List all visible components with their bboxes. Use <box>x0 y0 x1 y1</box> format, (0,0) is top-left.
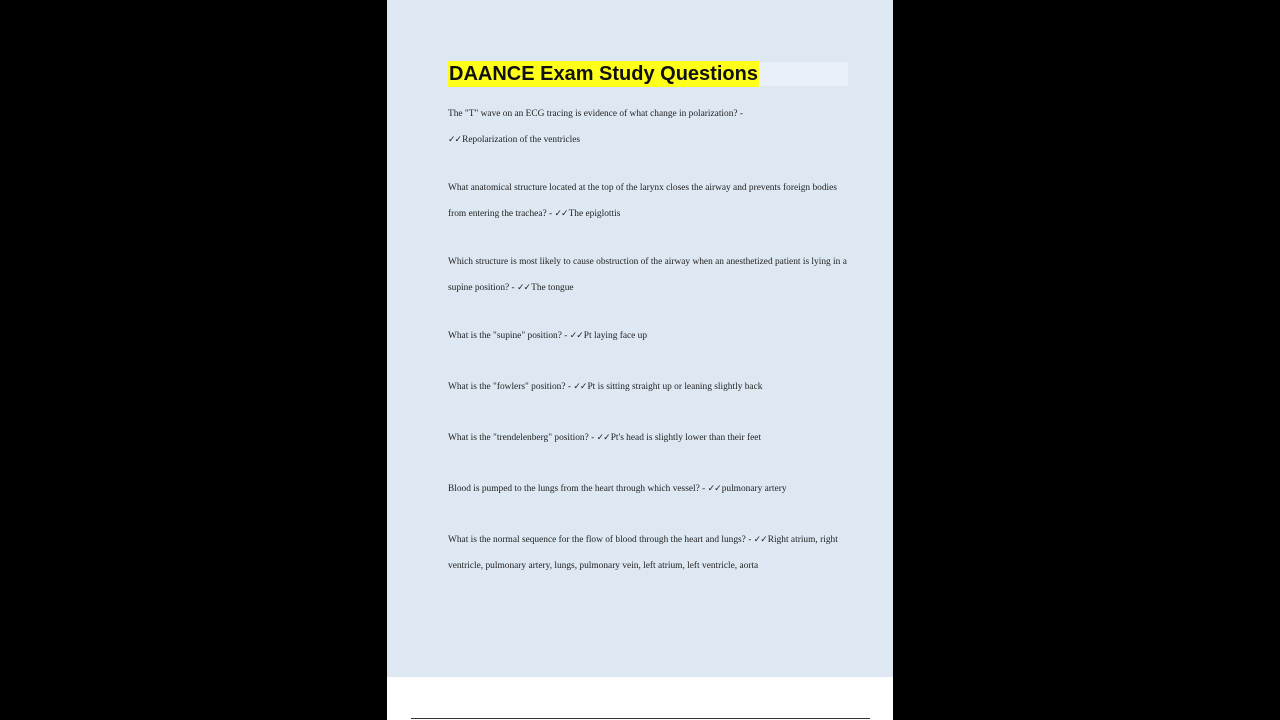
answer-text: Repolarization of the ventricles <box>462 134 581 145</box>
separator: - <box>561 331 570 341</box>
question-list <box>448 102 848 579</box>
double-check-icon: ✓✓ <box>596 433 610 443</box>
question-text: What anatomical structure located at the top of the larynx closes the airway and prevents foreign bodies from entering the trachea? <box>448 183 837 219</box>
double-check-icon: ✓✓ <box>554 208 568 219</box>
answer-text: Pt's head is slightly lower than their feet <box>610 433 762 443</box>
answer-text: The tongue <box>531 282 574 293</box>
double-check-icon: ✓✓ <box>448 134 462 145</box>
double-check-icon: ✓✓ <box>753 535 767 545</box>
question-text: The "T" wave on an ECG tracing is evidence of what change in polarization? <box>448 109 738 119</box>
separator: - <box>565 382 574 392</box>
qa-item <box>448 324 848 350</box>
answer-text: Pt is sitting straight up or leaning slightly back <box>587 382 763 392</box>
document-page <box>387 0 893 720</box>
separator: - <box>546 208 555 219</box>
double-check-icon: ✓✓ <box>707 484 721 494</box>
separator: - <box>699 484 708 494</box>
qa-item <box>448 102 848 153</box>
qa-item <box>448 176 848 227</box>
qa-item <box>448 426 848 452</box>
question-text: What is the "fowlers" position? <box>448 382 566 392</box>
double-check-icon: ✓✓ <box>573 382 587 392</box>
question-text: What is the "supine" position? <box>448 331 562 341</box>
question-text: What is the "trendelenberg" position? <box>448 433 589 443</box>
question-text: Which structure is most likely to cause obstruction of the airway when an anesthetized patient is lying in a supine position? <box>448 257 847 293</box>
answer-text: Pt laying face up <box>583 331 648 341</box>
double-check-icon: ✓✓ <box>569 331 583 341</box>
question-text: Blood is pumped to the lungs from the heart through which vessel? <box>448 484 700 494</box>
answer-text: pulmonary artery <box>721 484 787 494</box>
answer-text: Right atrium, right ventricle, pulmonary artery, lungs, pulmonary vein, left atrium, left ventricle, aorta <box>448 535 838 571</box>
question-text: What is the normal sequence for the flow of blood through the heart and lungs? <box>448 535 746 545</box>
qa-item <box>448 375 848 401</box>
separator: - <box>737 109 744 119</box>
separator: - <box>588 433 597 443</box>
qa-item <box>448 477 848 503</box>
document-title: DAANCE Exam Study Questions <box>449 63 758 85</box>
double-check-icon: ✓✓ <box>517 282 531 293</box>
qa-item <box>448 528 848 579</box>
qa-item <box>448 250 848 301</box>
page-bottom-rule <box>411 718 870 719</box>
separator: - <box>509 282 518 293</box>
answer-text: The epiglottis <box>568 208 621 219</box>
separator: - <box>745 535 754 545</box>
